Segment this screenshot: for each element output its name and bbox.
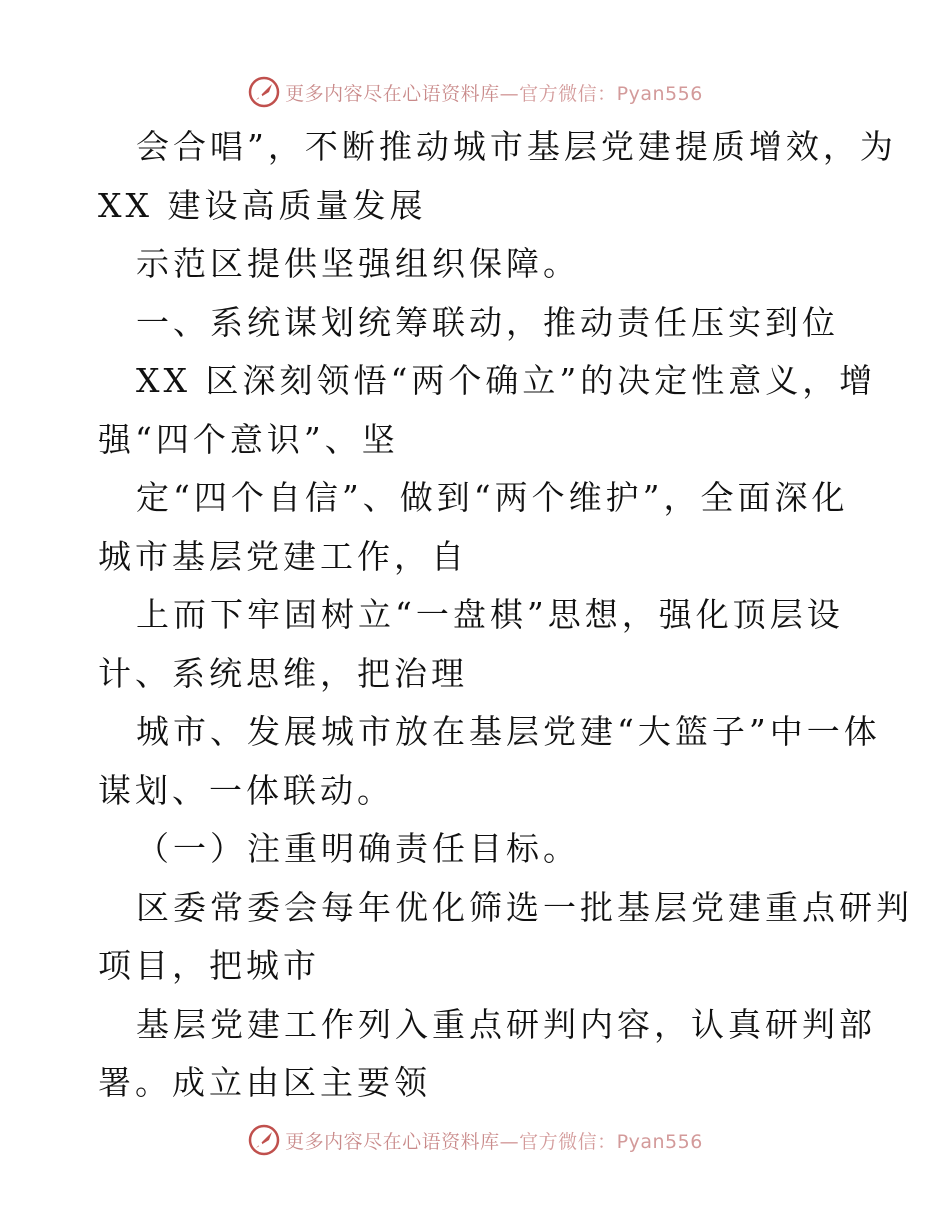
body-line: 计、系统思维，把治理: [98, 653, 468, 693]
body-line: 基层党建工作列入重点研判内容，认真研判部: [136, 1004, 876, 1044]
body-line: XX 区深刻领悟“两个确立”的决定性意义，增: [136, 361, 877, 400]
body-line: 定“四个自信”、做到“两个维护”，全面深化: [136, 478, 849, 517]
subsection-heading: （一）注重明确责任目标。: [136, 829, 580, 868]
watermark-site-text: 更多内容尽在心语资料库: [285, 1130, 500, 1153]
body-line: 项目，把城市: [98, 946, 320, 985]
watermark-wechat-text: —官方微信：Pyan556: [499, 1130, 703, 1153]
watermark-site-text: 更多内容尽在心语资料库: [285, 82, 500, 105]
body-line: 城市基层党建工作，自: [98, 536, 468, 576]
body-line: XX 建设高质量发展: [98, 185, 427, 225]
body-line: 上而下牢固树立“一盘棋”思想，强化顶层设: [136, 595, 844, 634]
quill-logo-icon: [247, 1123, 281, 1157]
body-line: 示范区提供坚强组织保障。: [136, 244, 580, 283]
body-line: 区委常委会每年优化筛选一批基层党建重点研判: [136, 887, 913, 927]
section-heading: 一、系统谋划统筹联动，推动责任压实到位: [136, 302, 839, 342]
body-line: 署。成立由区主要领: [98, 1063, 431, 1102]
body-line: 会合唱”，不断推动城市基层党建提质增效，为: [136, 127, 897, 166]
footer-watermark: [0, 1120, 950, 1160]
body-line: 强“四个意识”、坚: [98, 419, 399, 459]
watermark-wechat-text: —官方微信：Pyan556: [499, 82, 703, 105]
body-line: 城市、发展城市放在基层党建“大篮子”中一体: [136, 712, 881, 751]
header-watermark: [0, 72, 950, 112]
quill-logo-icon: [247, 75, 281, 109]
body-line: 谋划、一体联动。: [98, 770, 394, 810]
document-body: [98, 118, 913, 1113]
